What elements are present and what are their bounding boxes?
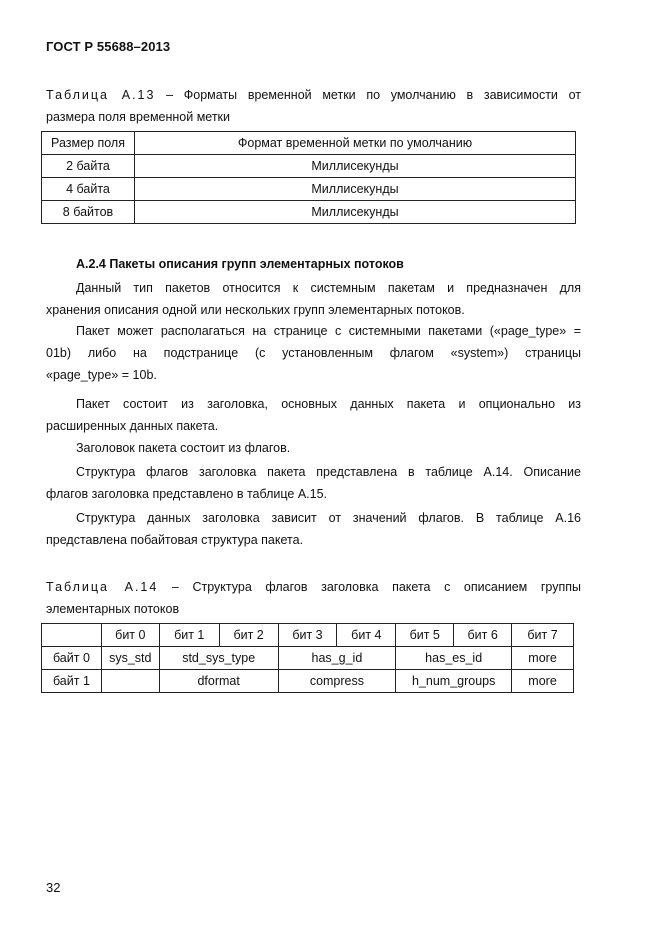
table-13-caption bbox=[46, 84, 581, 128]
paragraph-line: Заголовок пакета состоит из флагов. bbox=[76, 441, 291, 455]
table-cell bbox=[101, 670, 159, 693]
table-row bbox=[42, 670, 574, 693]
table-cell: Миллисекунды bbox=[135, 178, 576, 201]
table-header-cell bbox=[42, 624, 102, 647]
row-label-cell: байт 0 bbox=[42, 647, 102, 670]
row-label-cell: байт 1 bbox=[42, 670, 102, 693]
table-row bbox=[42, 201, 576, 224]
paragraph-line: Пакет может располагаться на странице с системными пакетами («page_type» = bbox=[76, 324, 581, 338]
table-header-row bbox=[42, 624, 574, 647]
paragraph bbox=[46, 461, 581, 505]
page-number: 32 bbox=[46, 880, 61, 895]
paragraph-line: Структура флагов заголовка пакета представлена в таблице А.14. Описание bbox=[76, 465, 581, 479]
paragraph bbox=[46, 320, 581, 386]
table-cell: Миллисекунды bbox=[135, 155, 576, 178]
table-13-caption-line2: размера поля временной метки bbox=[46, 110, 231, 124]
paragraph-line: 01b) либо на подстранице (с установленным флагом «system») страницы bbox=[46, 346, 581, 360]
paragraph-line: Структура данных заголовка зависит от значений флагов. В таблице А.16 bbox=[76, 511, 581, 525]
paragraph bbox=[46, 507, 581, 551]
table-cell: has_g_id bbox=[278, 647, 396, 670]
table-14-caption-line1 bbox=[46, 576, 581, 598]
table-header-cell: бит 0 bbox=[101, 624, 159, 647]
table-13 bbox=[41, 131, 576, 224]
paragraph-line: Данный тип пакетов относится к системным пакетам и предназначен для bbox=[76, 281, 581, 295]
paragraph-line: представлена побайтовая структура пакета. bbox=[46, 533, 304, 547]
table-cell: dformat bbox=[159, 670, 278, 693]
table-13-caption-rest: – Форматы временной метки по умолчанию в зависимости от bbox=[155, 88, 581, 102]
table-13-caption-lead: Таблица А.13 bbox=[46, 88, 156, 102]
paragraph bbox=[46, 393, 581, 437]
table-14-caption-rest: – Структура флагов заголовка пакета с описанием группы bbox=[158, 580, 581, 594]
table-row bbox=[42, 155, 576, 178]
paragraph-line: «page_type» = 10b. bbox=[46, 368, 157, 382]
paragraph bbox=[46, 437, 581, 459]
table-14 bbox=[41, 623, 574, 693]
table-header-cell: бит 1 bbox=[159, 624, 219, 647]
table-header-cell: бит 2 bbox=[219, 624, 278, 647]
table-header-cell: Размер поля bbox=[42, 132, 135, 155]
table-13-caption-line1 bbox=[46, 84, 581, 106]
table-cell: 8 байтов bbox=[42, 201, 135, 224]
table-row bbox=[42, 647, 574, 670]
paragraph-line: расширенных данных пакета. bbox=[46, 419, 219, 433]
table-cell: std_sys_type bbox=[159, 647, 278, 670]
table-14-caption-lead: Таблица А.14 bbox=[46, 580, 159, 594]
table-cell: compress bbox=[278, 670, 396, 693]
table-cell: more bbox=[512, 670, 574, 693]
table-header-cell: бит 4 bbox=[337, 624, 396, 647]
table-cell: 4 байта bbox=[42, 178, 135, 201]
paragraph-line: Пакет состоит из заголовка, основных данных пакета и опционально из bbox=[76, 397, 581, 411]
table-cell: h_num_groups bbox=[396, 670, 512, 693]
table-cell: Миллисекунды bbox=[135, 201, 576, 224]
table-cell: has_es_id bbox=[396, 647, 512, 670]
table-row bbox=[42, 178, 576, 201]
table-header-cell: бит 7 bbox=[512, 624, 574, 647]
table-cell: more bbox=[512, 647, 574, 670]
table-header-row bbox=[42, 132, 576, 155]
table-header-cell: бит 3 bbox=[278, 624, 337, 647]
table-header-cell: бит 5 bbox=[396, 624, 454, 647]
section-title: А.2.4 Пакеты описания групп элементарных потоков bbox=[76, 257, 404, 271]
document-header: ГОСТ Р 55688–2013 bbox=[46, 39, 171, 54]
table-cell: sys_std bbox=[101, 647, 159, 670]
table-cell: 2 байта bbox=[42, 155, 135, 178]
table-header-cell: Формат временной метки по умолчанию bbox=[135, 132, 576, 155]
paragraph-line: хранения описания одной или нескольких групп элементарных потоков. bbox=[46, 303, 465, 317]
table-header-cell: бит 6 bbox=[454, 624, 512, 647]
table-14-caption bbox=[46, 576, 581, 620]
table-14-caption-line2: элементарных потоков bbox=[46, 602, 180, 616]
paragraph-line: флагов заголовка представлено в таблице А.15. bbox=[46, 487, 328, 501]
paragraph bbox=[46, 277, 581, 321]
